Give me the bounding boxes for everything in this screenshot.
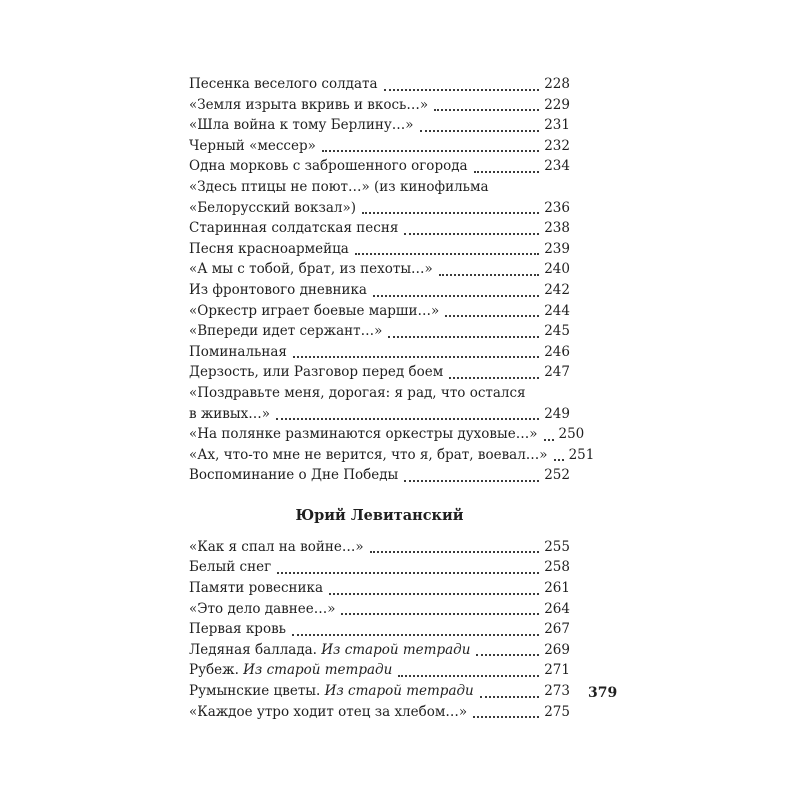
toc-entry-title-wrap [189, 301, 439, 322]
toc-entry-title-wrap [189, 681, 474, 702]
dot-leader [388, 326, 539, 338]
toc-entry-title-line1: «Здесь птицы не поют…» (из кинофильма [189, 178, 489, 195]
toc-entry-line [189, 702, 570, 723]
toc-entry-title: «Каждое утро ходит отец за хлебом…» [189, 703, 468, 720]
toc-page-number: 269 [544, 641, 570, 658]
toc-entry-title-wrap [189, 557, 271, 578]
author-heading: Юрий Левитанский [295, 506, 464, 524]
toc-page-number: 229 [544, 96, 570, 113]
dot-leader [276, 408, 539, 420]
toc-page-number: 245 [544, 323, 570, 340]
dot-leader [384, 79, 540, 91]
toc-entry [189, 156, 570, 177]
toc-entry-title-wrap [189, 578, 323, 599]
toc-entry-title-wrap [189, 218, 398, 239]
toc-entry-line [189, 424, 585, 445]
toc-entry [189, 74, 570, 95]
toc-entry [189, 362, 570, 383]
toc-entry-title: Поминальная [189, 343, 287, 360]
toc-entry-title: «Земля изрыта вкривь и вкось…» [189, 96, 429, 113]
toc-entry-title-wrap [189, 115, 414, 136]
toc-entry-title-wrap [189, 95, 428, 116]
toc-entry-title: Румынские цветы. [189, 683, 321, 700]
toc-page-number: 249 [544, 405, 570, 422]
toc-entry-title-line1: «Поздравьте меня, дорогая: я рад, что остался [189, 384, 526, 401]
toc-entry [189, 115, 570, 136]
toc-page-number: 228 [544, 76, 570, 92]
toc-entry-title: «Оркестр играет боевые марши…» [189, 302, 440, 319]
toc-entry-title: Песня красноармейца [189, 240, 349, 257]
toc-entry-subtitle: Из старой тетради [321, 641, 471, 658]
toc-entry-line [189, 599, 570, 620]
toc-entry [189, 681, 570, 702]
toc-entry-subtitle: Из старой тетради [324, 683, 474, 700]
toc-entry-line [189, 321, 570, 342]
dot-leader [293, 346, 539, 358]
toc-entry-title-wrap [189, 537, 364, 558]
toc-entry-title: «Впереди идет сержант…» [189, 323, 383, 340]
toc-entry-title-wrap [189, 74, 378, 95]
toc-entry-title-wrap [189, 136, 316, 157]
toc-entry-title: Ледяная баллада. [189, 641, 317, 658]
toc-entry-title-wrap [189, 599, 335, 620]
dot-leader [420, 120, 540, 132]
toc-entry-title: «На полянке разминаются оркестры духовые…» [189, 426, 538, 443]
dot-leader [473, 706, 539, 718]
toc-entry-title: Рубеж. [189, 662, 239, 679]
toc-entry-title-wrap [189, 362, 443, 383]
toc-entry-line [189, 198, 570, 219]
dot-leader [362, 202, 539, 214]
toc-entry [189, 239, 570, 260]
toc-entry-title: Старинная солдатская песня [189, 220, 399, 237]
dot-leader [404, 223, 539, 235]
dot-leader [476, 644, 539, 656]
toc-section-1 [189, 74, 595, 486]
dot-leader [370, 541, 540, 553]
toc-page-number: 242 [544, 281, 570, 298]
dot-leader [445, 305, 539, 317]
toc-page-number: 236 [544, 199, 570, 216]
toc-page-number: 271 [544, 662, 570, 679]
toc-entry-title: Первая кровь [189, 621, 287, 638]
toc-entry [189, 557, 570, 578]
dot-leader [277, 562, 539, 574]
toc-entry-title: Одна морковь с заброшенного огорода [189, 158, 468, 175]
toc-page-number: 247 [544, 364, 570, 381]
dot-leader [398, 665, 539, 677]
dot-leader [554, 449, 564, 461]
toc-entry [189, 280, 570, 301]
toc-entry [189, 424, 585, 445]
toc-entry [189, 599, 570, 620]
toc-entry [189, 259, 570, 280]
toc-entry [189, 619, 570, 640]
toc-entry-title: Черный «мессер» [189, 137, 316, 154]
toc-page-number: 275 [544, 703, 570, 720]
toc-entry [189, 640, 570, 661]
toc-entry-title-wrap [189, 156, 468, 177]
toc-entry-title: «А мы с тобой, брат, из пехоты…» [189, 261, 433, 278]
page-number: 379 [588, 685, 618, 701]
toc-entry-line [189, 537, 570, 558]
toc-entry [189, 383, 570, 424]
toc-entry-line [189, 578, 570, 599]
toc-entry-title: «Белорусский вокзал») [189, 199, 356, 216]
toc-page-number: 267 [544, 621, 570, 638]
toc-entry [189, 136, 570, 157]
toc-entry-line [189, 301, 570, 322]
toc-entry-title: «Как я спал на войне…» [189, 538, 364, 555]
toc-entry-title: Дерзость, или Разговор перед боем [189, 364, 444, 381]
toc-page-number: 246 [544, 343, 570, 360]
toc-entry-line [189, 640, 570, 661]
toc-entry [189, 660, 570, 681]
toc-entry-line [189, 557, 570, 578]
toc-entry-title-wrap [189, 424, 538, 445]
toc-page-number: 255 [544, 538, 570, 555]
toc-page-number: 239 [544, 240, 570, 257]
toc-entry-title: Памяти ровесника [189, 580, 323, 597]
toc-page-number: 251 [568, 446, 595, 463]
toc-entry-line [189, 156, 570, 177]
toc-entry-line [189, 239, 570, 260]
toc-page-number: 250 [558, 426, 585, 443]
toc-entry [189, 578, 570, 599]
dot-leader [439, 264, 539, 276]
toc-entry-line [189, 136, 570, 157]
toc-entry-title-wrap [189, 259, 433, 280]
dot-leader [355, 243, 539, 255]
dot-leader [434, 99, 539, 111]
toc-entry-title-wrap [189, 445, 548, 466]
dot-leader [341, 603, 539, 615]
toc-entry [189, 445, 595, 466]
toc-entry-title: в живых…» [189, 405, 271, 422]
toc-entry-line [189, 465, 570, 486]
table-of-contents [189, 74, 595, 722]
toc-page-number: 234 [544, 158, 570, 175]
toc-entry [189, 321, 570, 342]
toc-page-number: 231 [544, 117, 570, 134]
toc-entry-line [189, 218, 570, 239]
toc-page-number: 258 [544, 559, 570, 576]
dot-leader [373, 285, 539, 297]
toc-page-number: 261 [544, 580, 570, 597]
dot-leader [329, 583, 539, 595]
toc-entry [189, 218, 570, 239]
toc-entry-title: «Шла война к тому Берлину…» [189, 117, 414, 134]
dot-leader [544, 429, 554, 441]
dot-leader [449, 367, 539, 379]
toc-entry-line [189, 342, 570, 363]
toc-entry-line [189, 404, 570, 425]
toc-entry-line [189, 660, 570, 681]
dot-leader [480, 686, 539, 698]
toc-entry-title-wrap [189, 702, 467, 723]
toc-entry-title-wrap [189, 619, 286, 640]
toc-page-number: 244 [544, 302, 570, 319]
toc-entry [189, 702, 570, 723]
toc-entry-title: «Это дело давнее…» [189, 600, 336, 617]
toc-entry [189, 537, 570, 558]
toc-entry-title-wrap [189, 404, 270, 425]
toc-entry-line [189, 95, 570, 116]
toc-entry-title-wrap [189, 321, 382, 342]
toc-entry [189, 301, 570, 322]
toc-entry-title: Белый снег [189, 559, 272, 576]
toc-section-2 [189, 537, 570, 722]
dot-leader [474, 161, 540, 173]
toc-entry-title-wrap [189, 342, 287, 363]
toc-entry-line [189, 259, 570, 280]
toc-page-number: 252 [544, 467, 570, 484]
toc-page-number: 238 [544, 220, 570, 237]
toc-entry-line [189, 445, 595, 466]
toc-entry-title: «Ах, что-то мне не верится, что я, брат, воевал…» [189, 446, 548, 463]
toc-entry-title: Песенка веселого солдата [189, 76, 378, 92]
toc-entry-title-wrap [189, 239, 349, 260]
toc-entry-line [189, 362, 570, 383]
toc-page-number: 264 [544, 600, 570, 617]
toc-page-number: 240 [544, 261, 570, 278]
toc-entry [189, 342, 570, 363]
toc-entry-title: Из фронтового дневника [189, 281, 367, 298]
toc-entry [189, 465, 570, 486]
toc-page-number: 232 [544, 137, 570, 154]
toc-entry-title-wrap [189, 465, 398, 486]
toc-entry [189, 177, 570, 218]
toc-entry-title-wrap [189, 660, 392, 681]
toc-entry [189, 95, 570, 116]
dot-leader [404, 470, 539, 482]
toc-entry-title-wrap [189, 198, 356, 219]
toc-entry-subtitle: Из старой тетради [243, 662, 393, 679]
toc-entry-line [189, 619, 570, 640]
toc-entry-line [189, 74, 570, 95]
toc-entry-title-wrap [189, 280, 367, 301]
toc-entry-title-wrap [189, 640, 470, 661]
toc-entry-line [189, 115, 570, 136]
dot-leader [322, 140, 539, 152]
toc-page-number: 273 [544, 683, 570, 700]
toc-entry-line [189, 681, 570, 702]
toc-entry-line [189, 280, 570, 301]
dot-leader [292, 624, 539, 636]
toc-entry-title: Воспоминание о Дне Победы [189, 467, 399, 484]
